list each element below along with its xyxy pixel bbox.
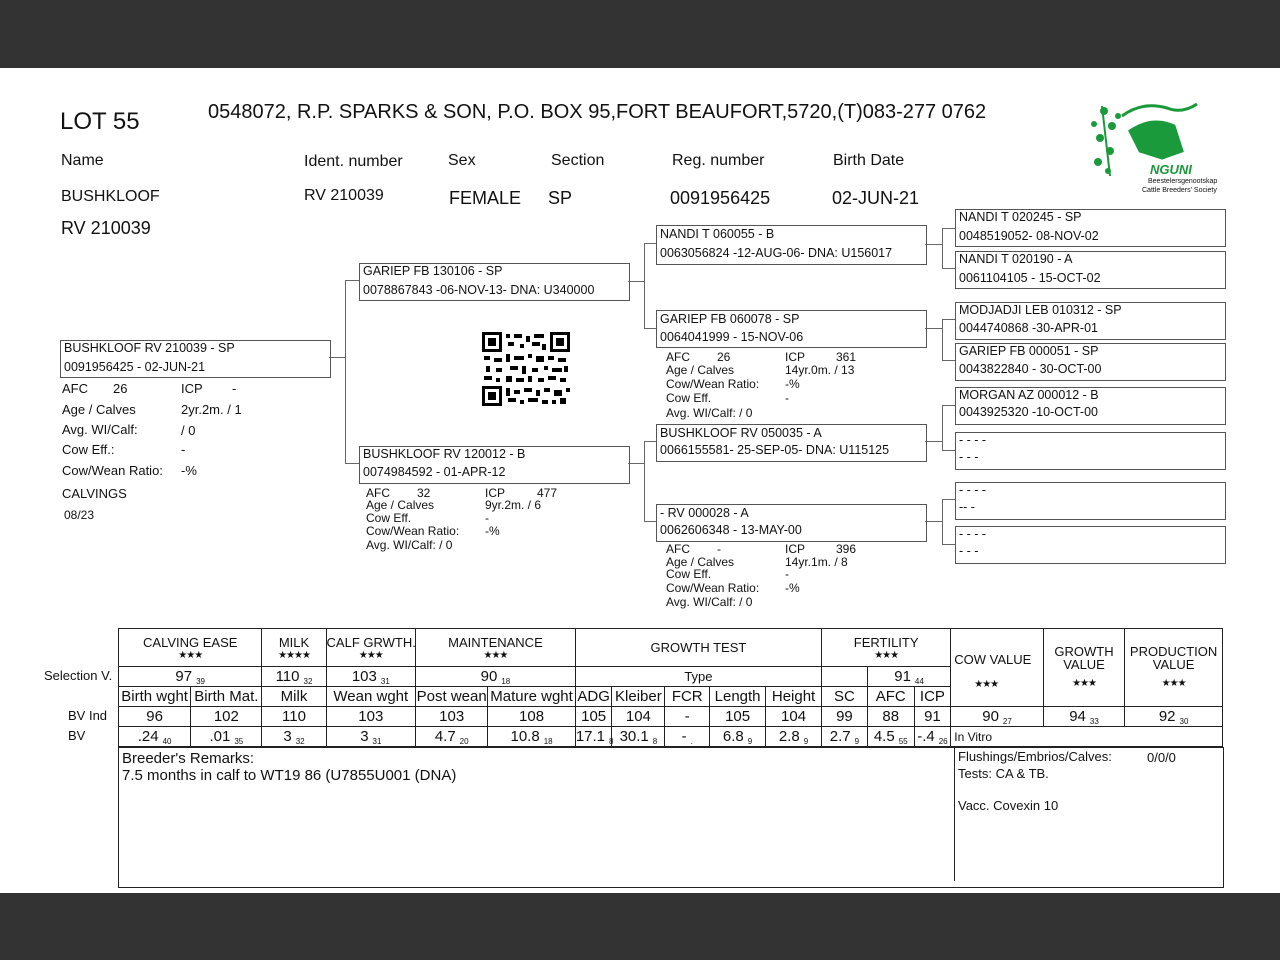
remarks-title: Breeder's Remarks:: [122, 750, 255, 767]
subject-calvings: 08/23: [64, 508, 95, 522]
dd-icp: 396: [836, 542, 857, 556]
gen4-line1: MODJADJI LEB 010312 - SP: [959, 303, 1122, 317]
in-vitro: In Vitro: [951, 727, 1223, 747]
dd-afc-label: AFC: [666, 542, 690, 556]
subject-icp-label: ICP: [181, 381, 203, 396]
connector: [942, 499, 943, 544]
gen4-line2: 0061104105 - 15-OCT-02: [959, 271, 1101, 285]
col-header: Height: [766, 687, 822, 707]
ds-line2: 0066155581- 25-SEP-05- DNA: U115125: [660, 443, 890, 457]
gen4-box: [955, 251, 1226, 289]
subject-afc-label: AFC: [62, 381, 88, 396]
dd-wi: Avg. WI/Calf: / 0: [666, 595, 753, 609]
dd-line1: - RV 000028 - A: [660, 506, 749, 520]
sd-afc: 26: [717, 350, 731, 364]
connector: [329, 357, 345, 358]
bv-cell: 3 $_{31}$: [326, 727, 416, 747]
dam-icp: 477: [537, 486, 558, 500]
connector: [644, 243, 656, 244]
bv-label: BV: [68, 728, 86, 743]
top-bar: [0, 0, 1280, 68]
bv-cell: 17.1 $_8$: [575, 727, 614, 746]
sd-line1: GARIEP FB 060078 - SP: [660, 312, 800, 326]
animal-birth: 02-JUN-21: [832, 188, 920, 208]
col-header: Kleiber: [612, 687, 665, 707]
sire-line1: GARIEP FB 130106 - SP: [363, 264, 503, 278]
connector: [942, 268, 955, 269]
connector: [942, 499, 955, 500]
growth-value: 94 $_{33}$: [1043, 707, 1124, 727]
dam-line2: 0074984592 - 01-APR-12: [363, 465, 506, 479]
qr-code: [482, 332, 570, 406]
connector: [942, 405, 943, 450]
connector: [925, 244, 942, 245]
connector: [942, 319, 955, 320]
bv-cell: 2.8 $_9$: [766, 727, 822, 747]
dam-afc: 32: [417, 486, 431, 500]
dd-box: [656, 504, 927, 542]
nguni-logo: [1082, 96, 1218, 200]
subject-afc: 26: [113, 381, 128, 396]
gen4-line2: -- -: [959, 500, 975, 514]
animal-ident: RV 210039: [304, 187, 384, 204]
dd-age-label: Age / Calves: [666, 555, 735, 569]
connector: [345, 463, 359, 464]
sel-maintenance: 90 $_{18}$: [416, 667, 576, 687]
gen4-line1: GARIEP FB 000051 - SP: [959, 344, 1099, 358]
gen4-box: [955, 482, 1226, 520]
type-label: Type: [575, 667, 821, 687]
sd-icp: 361: [836, 350, 857, 364]
label-birth: Birth Date: [833, 152, 905, 169]
bv-cell: 2.7 $_9$: [822, 727, 868, 747]
bvind-cell: 105: [575, 707, 612, 727]
subject-age-label: Age / Calves: [62, 402, 136, 417]
col-header: Birth Mat.: [191, 687, 262, 707]
bvind-cell: 103: [416, 707, 488, 727]
animal-sex: FEMALE: [449, 188, 522, 208]
bv-table: [118, 628, 1223, 747]
sd-cw-label: Cow/Wean Ratio:: [666, 377, 760, 391]
connector: [644, 441, 645, 521]
bv-cell: 4.5 $_{55}$: [867, 727, 914, 747]
gen4-box: [955, 302, 1226, 340]
bvind-cell: 105: [710, 707, 766, 727]
connector: [628, 463, 644, 464]
connector: [644, 328, 656, 329]
sd-cw: -%: [785, 377, 800, 391]
dd-cw: -%: [785, 581, 800, 595]
sel-empty: [822, 667, 868, 687]
gen4-box: [955, 343, 1226, 381]
remarks-divider: [954, 747, 955, 881]
col-header: Length: [710, 687, 766, 707]
subject-cow-wean: -%: [181, 463, 197, 478]
bvind-cell: -: [665, 707, 710, 727]
gen4-line1: NANDI T 020245 - SP: [959, 210, 1082, 224]
gen4-box: [955, 209, 1226, 247]
flush-value: 0/0/0: [1147, 750, 1176, 765]
ds-box: [656, 424, 927, 462]
subject-box: [60, 340, 331, 378]
growth-test-header: GROWTH TEST: [575, 629, 821, 667]
bv-cell: 30.1 $_8$: [612, 727, 665, 747]
connector: [942, 319, 943, 360]
bv-cell: 4.7 $_{20}$: [416, 727, 488, 747]
dam-cw: -%: [485, 524, 500, 538]
animal-reg: 0091956425: [670, 188, 771, 208]
bvind-cell: 88: [867, 707, 914, 727]
gen4-line1: - - - -: [959, 433, 987, 447]
sd-icp-label: ICP: [785, 350, 806, 364]
col-header: Birth wght: [119, 687, 191, 707]
sd-age-label: Age / Calves: [666, 363, 735, 377]
ss-line2: 0063056824 -12-AUG-06- DNA: U156017: [660, 246, 893, 260]
sire-box: [359, 263, 630, 301]
cow-value-header: COW VALUE ★★★: [951, 629, 1044, 707]
connector: [644, 441, 656, 442]
logo-brand: NGUNI: [1150, 162, 1192, 177]
bv-cell: -.4 $_{26}$: [914, 727, 951, 747]
logo-sub2: Cattle Breeders' Society: [1142, 187, 1217, 194]
vaccination: Vacc. Covexin 10: [958, 798, 1059, 813]
tests: Tests: CA & TB.: [958, 766, 1049, 781]
subject-age: 2yr.2m. / 1: [181, 402, 242, 417]
bvind-cell: 99: [822, 707, 868, 727]
connector: [942, 228, 943, 268]
remarks-text: 7.5 months in calf to WT19 86 (U7855U001 (DNA): [122, 767, 457, 784]
connector: [942, 405, 955, 406]
sd-afc-label: AFC: [666, 350, 690, 364]
bottom-bar: [0, 893, 1280, 960]
production-value: 92 $_{30}$: [1125, 707, 1223, 727]
sd-age: 14yr.0m. / 13: [785, 363, 855, 377]
bv-cell: 3 $_{32}$: [262, 727, 326, 747]
bvind-cell: 91: [914, 707, 951, 727]
label-sex: Sex: [448, 152, 476, 169]
dam-box: [359, 446, 630, 484]
bvind-cell: 96: [119, 707, 191, 727]
gen4-line2: - - -: [959, 544, 979, 558]
bvind-cell: 104: [766, 707, 822, 727]
fertility-header: FERTILITY ★★★: [822, 629, 951, 667]
animal-section: SP: [548, 188, 573, 208]
gen4-line2: 0043822840 - 30-OCT-00: [959, 362, 1102, 376]
sd-eff: -: [785, 391, 789, 405]
gen4-box: [955, 526, 1226, 564]
connector: [942, 228, 955, 229]
dd-eff-label: Cow Eff.: [666, 567, 712, 581]
col-header: Mature wght: [488, 687, 576, 707]
col-header: SC: [822, 687, 868, 707]
subject-cow-wean-label: Cow/Wean Ratio:: [62, 463, 163, 478]
gen4-line2: 0043925320 -10-OCT-00: [959, 405, 1098, 419]
milk-header: MILK ★★★★: [262, 629, 326, 667]
connector: [345, 280, 359, 281]
connector: [925, 521, 942, 522]
bvind-label: BV Ind: [68, 708, 108, 723]
sire-line2: 0078867843 -06-NOV-13- DNA: U340000: [363, 283, 595, 297]
ss-line1: NANDI T 060055 - B: [660, 227, 775, 241]
sd-line2: 0064041999 - 15-NOV-06: [660, 330, 804, 344]
ds-line1: BUSHKLOOF RV 050035 - A: [660, 426, 822, 440]
bvind-cell: 110: [262, 707, 326, 727]
bvind-cell: 102: [191, 707, 262, 727]
growth-value-header: GROWTH VALUE ★★★: [1043, 629, 1124, 707]
subject-line2: 0091956425 - 02-JUN-21: [64, 360, 206, 374]
gen4-box: [955, 432, 1226, 470]
selection-label: Selection V.: [44, 668, 113, 683]
connector: [925, 328, 942, 329]
animal-name-2: RV 210039: [61, 218, 151, 238]
dam-eff: -: [485, 511, 489, 525]
connector: [644, 521, 656, 522]
dd-eff: -: [785, 567, 789, 581]
col-header: ADG: [575, 687, 612, 707]
dam-icp-label: ICP: [485, 486, 506, 500]
sd-eff-label: Cow Eff.: [666, 391, 712, 405]
dd-afc: -: [717, 542, 721, 556]
calf-growth-header: CALF GRWTH. ★★★: [326, 629, 416, 667]
subject-line1: BUSHKLOOF RV 210039 - SP: [64, 341, 235, 355]
col-header: ICP: [914, 687, 951, 707]
col-header: Milk: [262, 687, 326, 707]
maintenance-header: MAINTENANCE ★★★: [416, 629, 576, 667]
connector: [942, 360, 955, 361]
dam-line1: BUSHKLOOF RV 120012 - B: [363, 447, 526, 461]
sel-calving-ease: 97 $_{39}$: [119, 667, 262, 687]
subject-cow-eff-label: Cow Eff.:: [62, 442, 115, 457]
dam-afc-label: AFC: [366, 486, 390, 500]
dam-age: 9yr.2m. / 6: [485, 498, 542, 512]
bv-cell: - $_.$: [665, 727, 710, 747]
sel-calf-growth: 103 $_{31}$: [326, 667, 416, 687]
dam-wi: Avg. WI/Calf: / 0: [366, 538, 453, 552]
col-header: FCR: [665, 687, 710, 707]
animal-name: BUSHKLOOF: [61, 188, 160, 205]
dd-line2: 0062606348 - 13-MAY-00: [660, 523, 802, 537]
sd-box: [656, 310, 927, 348]
label-section: Section: [551, 152, 605, 169]
connector: [925, 441, 942, 442]
breeder-info: 0548072, R.P. SPARKS & SON, P.O. BOX 95,FORT BEAUFORT,5720,(T)083-277 0762: [208, 101, 987, 123]
lot-number: LOT 55: [60, 108, 140, 135]
bvind-cell: 108: [488, 707, 576, 727]
bvind-cell: 103: [326, 707, 416, 727]
sel-milk: 110 $_{32}$: [262, 667, 326, 687]
bv-cell: .24 $_{40}$: [119, 727, 191, 747]
connector: [942, 450, 955, 451]
subject-calvings-label: CALVINGS: [62, 486, 127, 501]
label-name: Name: [61, 152, 104, 169]
sel-fertility: 91 $_{44}$: [867, 667, 950, 687]
col-header: Wean wght: [326, 687, 416, 707]
bv-cell: 10.8 $_{18}$: [488, 727, 576, 747]
col-header: Post wean: [416, 688, 487, 705]
connector: [628, 281, 644, 282]
connector: [942, 544, 955, 545]
gen4-line1: - - - -: [959, 527, 987, 541]
gen4-box: [955, 387, 1226, 425]
subject-cow-eff: -: [181, 442, 186, 457]
cow-value: 90 $_{27}$: [951, 707, 1044, 727]
connector: [345, 280, 346, 463]
flush-label: Flushings/Embrios/Calves:: [958, 749, 1112, 764]
connector: [644, 243, 645, 328]
subject-wcalf: / 0: [181, 423, 196, 438]
bvind-cell: 104: [612, 707, 665, 727]
bv-cell: 6.8 $_9$: [710, 727, 766, 747]
gen4-line2: - - -: [959, 450, 979, 464]
dam-cw-label: Cow/Wean Ratio:: [366, 524, 460, 538]
dam-age-label: Age / Calves: [366, 498, 435, 512]
dd-age: 14yr.1m. / 8: [785, 555, 848, 569]
dam-eff-label: Cow Eff.: [366, 511, 412, 525]
ss-box: [656, 225, 927, 265]
sd-wi: Avg. WI/Calf: / 0: [666, 406, 753, 420]
logo-sub1: Beestelersgenootskap: [1148, 178, 1218, 185]
subject-icp: -: [232, 381, 237, 396]
label-ident: Ident. number: [304, 153, 403, 170]
label-reg: Reg. number: [672, 152, 765, 169]
gen4-line2: 0044740868 -30-APR-01: [959, 321, 1098, 335]
gen4-line1: MORGAN AZ 000012 - B: [959, 388, 1099, 402]
bv-cell: .01 $_{35}$: [191, 727, 262, 747]
col-header: AFC: [867, 687, 914, 707]
production-value-header: PRODUCTION VALUE ★★★: [1125, 629, 1223, 707]
dd-icp-label: ICP: [785, 542, 806, 556]
gen4-line1: NANDI T 020190 - A: [959, 252, 1073, 266]
calving-ease-header: CALVING EASE ★★★: [119, 629, 262, 667]
gen4-line1: - - - -: [959, 483, 987, 497]
subject-wcalf-label: Avg. WI/Calf:: [62, 422, 138, 437]
dd-cw-label: Cow/Wean Ratio:: [666, 581, 760, 595]
gen4-line2: 0048519052- 08-NOV-02: [959, 229, 1099, 243]
